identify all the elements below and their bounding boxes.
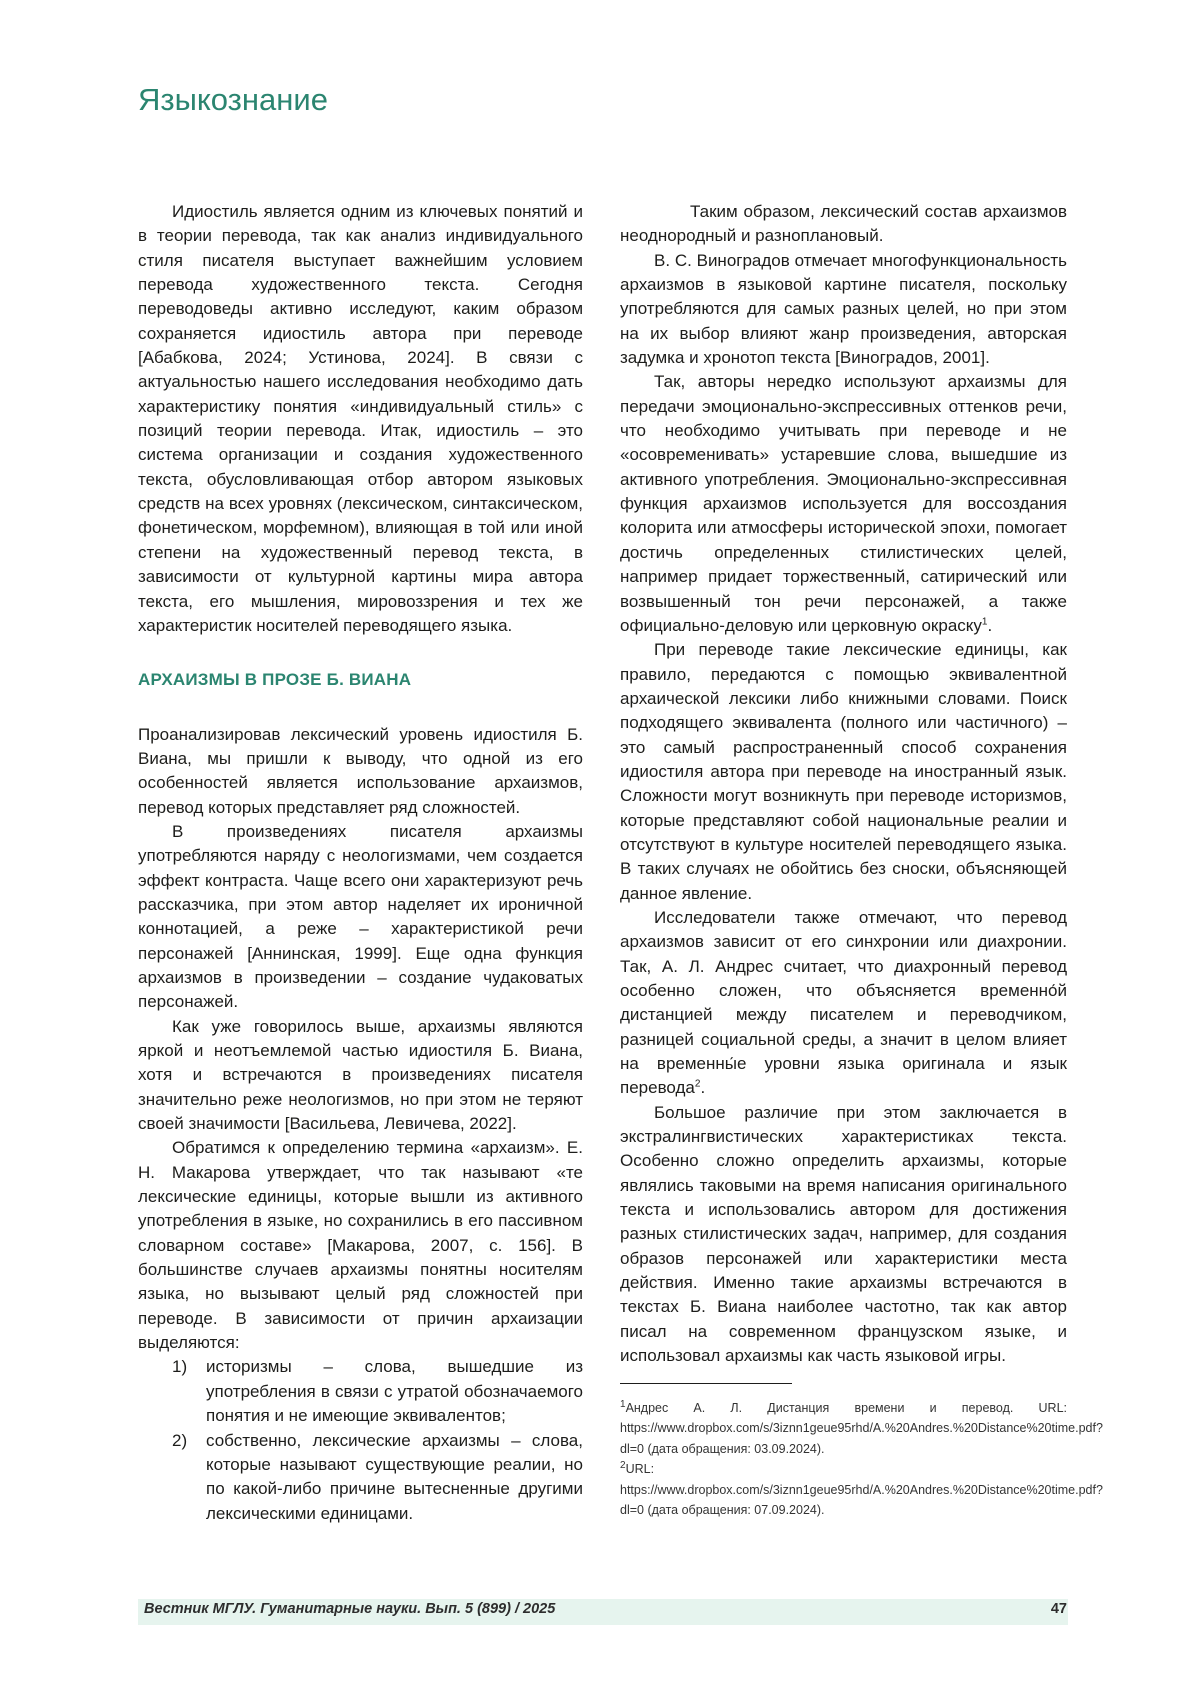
sentence-end: . — [700, 1078, 706, 1098]
footnote-2 — [620, 1459, 1103, 1521]
list-item-number: 1) — [172, 1357, 188, 1377]
paragraph-text: Так, авторы нередко используют архаизмы для передачи эмоционально-экспрессивных оттенков речи, что необходимо учитывать при переводе и не «осовременивать» устаревшие слова, вышедшие из активного употребления. Эмоционально-экспрессивная функция архаизмов используется для воссоздания колорита или атмосферы исторической эпохи, помогает достичь определенных стилистических целей, например придает торжественный, сатирический или возвышенный тон речи персонажей, а также официально-деловую или церковную окраску — [620, 372, 1067, 635]
paragraph-text: Исследователи также отмечают, что перевод архаизмов зависит от его синхронии или диахронии. Так, А. Л. Андрес считает, что диахронный перевод особенно сложен, что объясняется временно́й дистанцией между писателем и переводчиком, разницей социальной среды, а значит в целом влияет на временны́е уровни языка оригинала и язык перевода — [620, 907, 1067, 1098]
footnote-mark: 2 — [620, 1459, 626, 1471]
sentence-end: . — [987, 615, 993, 635]
body-paragraph: В. С. Виноградов отмечает многофункциональность архаизмов в языковой картине писателя, поскольку употребляются для самых разных целей, но при этом на их выбор влияют жанр произведения, авторская задумка и хронотоп текста [Виноградов, 2001]. — [620, 250, 1067, 368]
list-item-number: 2) — [172, 1430, 188, 1450]
list-item-text: собственно, лексические архаизмы – слова, которые называют существующие реалии, но по какой-либо причине вытесненные другими лексическими единицами. — [206, 1430, 583, 1523]
body-paragraph: Обратимся к определению термина «архаизм». Е. Н. Макарова утверждает, что так называют «те лексические единицы, которые вышли из активного употребления в языке, но сохранились в его пассивном словарном составе» [Макарова, 2007, с. 156]. В большинстве случаев архаизмы понятны носителям языка, но вызывают целый ряд сложностей при переводе. В зависимости от причин архаизации выделяются: — [138, 1138, 583, 1353]
body-paragraph: Большое различие при этом заключается в экстралингвистических характеристиках текста. Особенно сложно определить архаизмы, которые являлись таковыми на время написания оригинального текста и использовались автором для достижения разных стилистических задач, например, для создания образов персонажей или характеристики места действия. Именно такие архаизмы встречаются в текстах Б. Виана наиболее частотно, так как автор писал на современном французском языке, и использовал архаизмы как часть языковой игры. — [620, 1102, 1067, 1366]
left-column — [138, 200, 583, 1526]
footnote-ref-2[interactable]: 2 — [694, 1078, 701, 1090]
footnote-1 — [620, 1398, 1103, 1460]
list-item-text: историзмы – слова, вышедшие из употребления в связи с утратой обозначаемого понятия и не имеющие эквивалентов; — [206, 1357, 583, 1426]
footnote-mark: 1 — [620, 1398, 626, 1410]
list-item — [138, 1355, 583, 1428]
body-paragraph: Как уже говорилось выше, архаизмы являются яркой и неотъемлемой частью идиостиля Б. Виана, хотя и встречаются в произведениях писателя значительно реже неологизмов, но при этом не теряют своей значимости [Васильева, Левичева, 2022]. — [138, 1016, 583, 1134]
footnote-divider — [620, 1383, 792, 1384]
section-heading: АРХАИЗМЫ В ПРОЗЕ Б. ВИАНА — [138, 670, 412, 690]
body-paragraph: Таким образом, лексический состав архаизмов неоднородный и разноплановый. — [620, 202, 1067, 246]
list-item — [138, 1429, 583, 1526]
right-column — [620, 200, 1103, 1521]
footnote-text: URL: https://www.dropbox.com/s/3iznn1geue95rhd/A.%20Andres.%20Distance%20time.pdf?dl=0 (дата обращения: 07.09.2024). — [620, 1462, 1103, 1517]
body-paragraph: Проанализировав лексический уровень идиостиля Б. Виана, мы пришли к выводу, что одной из его особенностей является использование архаизмов, перевод которых представляет ряд сложностей. — [138, 724, 583, 817]
footnote-text: Андрес А. Л. Дистанция времени и перевод. URL: https://www.dropbox.com/s/3iznn1geue95rhd/A.%20Andres.%20Distance%20time.pdf?dl=0 (дата обращения: 03.09.2024). — [620, 1400, 1103, 1456]
section-title: Языкознание — [138, 82, 328, 117]
body-paragraph: При переводе такие лексические единицы, как правило, передаются с помощью эквивалентной архаической лексики либо книжными словами. Поиск подходящего эквивалента (полного или частичного) – это самый распространенный способ сохранения идиостиля автора при переводе на иностранный язык. Сложности могут возникнуть при переводе историзмов, которые представляют собой национальные реалии и отсутствуют в культуре носителей переводящего языка. В таких случаях не обойтись без сноски, объясняющей данное явление. — [620, 640, 1067, 903]
page-number: 47 — [1050, 1601, 1067, 1617]
numbered-list — [138, 1355, 583, 1525]
footer-journal-title: Вестник МГЛУ. Гуманитарные науки. Вып. 5 (899) / 2025 — [144, 1601, 556, 1617]
intro-paragraph: Идиостиль является одним из ключевых понятий и в теории перевода, так как анализ индивидуального стиля писателя выступает важнейшим условием перевода художественного текста. Сегодня переводоведы активно исследуют, каким образом сохраняется идиостиль автора при переводе [Абабкова, 2024; Устинова, 2024]. В связи с актуальностью нашего исследования необходимо дать характеристику понятия «индивидуальный стиль» с позиций теории перевода. Итак, идиостиль – это система организации и создания художественного текста, обусловливающая отбор автором языковых средств на всех уровнях (лексическом, синтаксическом, фонетическом, морфемном), влияющая в той или иной степени на художественный перевод текста, в зависимости от культурной картины мира автора текста, его мышления, мировоззрения и тех же характеристик носителей переводящего языка. — [138, 202, 583, 635]
body-paragraph — [620, 370, 1067, 638]
footnote-ref-1[interactable]: 1 — [981, 616, 988, 628]
body-paragraph — [620, 906, 1067, 1101]
body-paragraph: В произведениях писателя архаизмы употребляются наряду с неологизмами, чем создается эффект контраста. Чаще всего они характеризуют речь рассказчика, при этом автор наделяет их ироничной коннотацией, а реже – характеристикой речи персонажей [Аннинская, 1999]. Еще одна функция архаизмов в произведении – создание чудаковатых персонажей. — [138, 821, 583, 1012]
